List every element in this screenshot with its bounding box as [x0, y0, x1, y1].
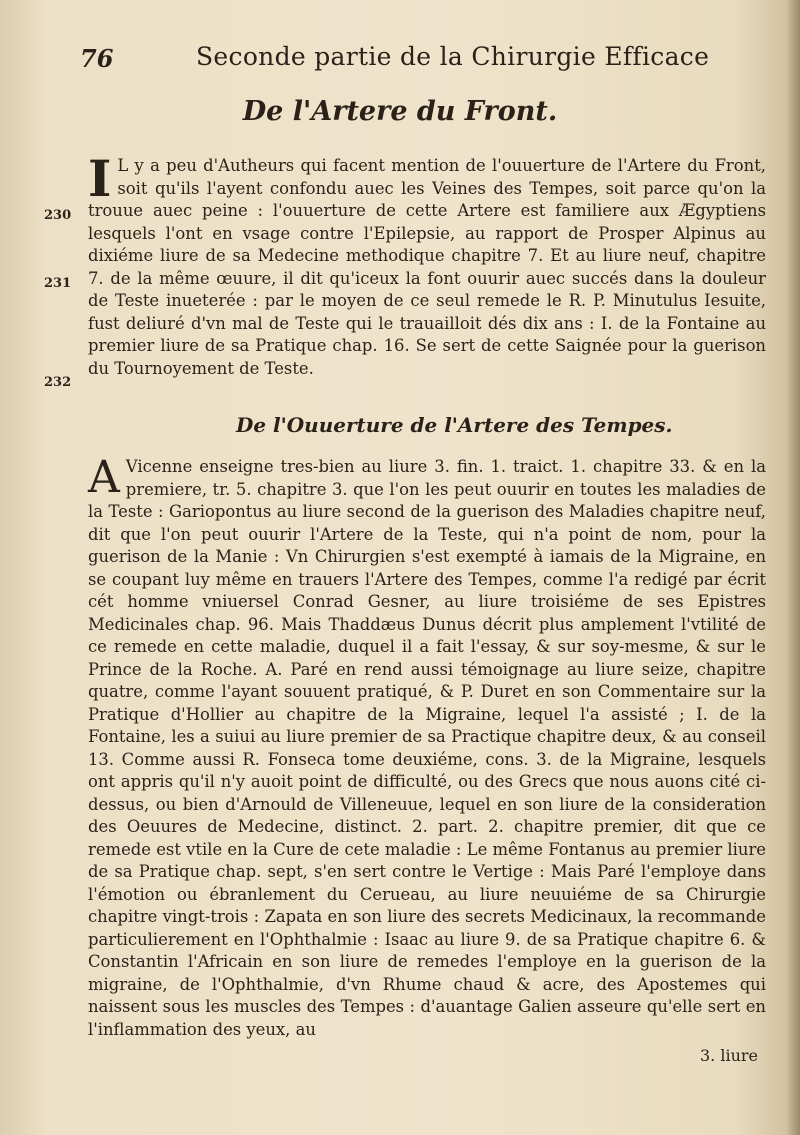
- running-title: Seconde partie de la Chirurgie Efficace: [196, 42, 710, 71]
- drop-cap-a: A: [88, 452, 120, 503]
- catchword: 3. liure: [700, 1046, 759, 1065]
- margin-note-231: 231: [44, 276, 72, 291]
- section-text-front: L y a peu d'Autheurs qui facent mention de l'ouuerture de l'Artere du Front, soit qu'ils l'ayent confondu auec les Veines des Tempes, soit parce qu'on la trouue auec peine : l'ouuerture de cette Artere est familiere aux Ægyptiens lesquels l'ont en vsage contre l'Epilepsie, au rapport de Prosper Alpinus au dixiéme liure de sa Medecine methodique chapitre 7. Et au liure neuf, chapitre 7. de la même œuure, il dit qu'iceux la font ouurir auec succés dans la douleur de Teste inueterée : par le moyen de ce seul remede le R. P. Minutulus Iesuite, fust deliuré d'vn mal de Teste qui le trauailloit dés dix ans : I. de la Fontaine au premier liure de sa Pratique chap. 16. Se sert de cette Saignée pour la guerison du Tournoyement de Teste.: [88, 156, 766, 378]
- section-title-front: De l'Artere du Front.: [242, 96, 558, 127]
- drop-cap-i: I: [88, 149, 112, 208]
- page-header: [80, 40, 760, 80]
- margin-note-232: 232: [44, 375, 72, 390]
- page-edge: [786, 0, 800, 1135]
- section-text-tempes: Vicenne enseigne tres-bien au liure 3. fin. 1. traict. 1. chapitre 33. & en la premiere, tr. 5. chapitre 3. que l'on les peut ouurir en toutes les maladies de la Teste : Gariopontus au liure second de la guerison des Maladies chapitre neuf, dit que l'on peut ouurir l'Artere de la Teste, qui n'a point de nom, pour la guerison de la Manie : Vn Chirurgien s'est exempté à iamais de la Migraine, en se coupant luy même en trauers l'Artere des Tempes, comme l'a redigé par écrit cét homme vniuersel Conrad Gesner, au liure troisiéme de ses Epistres Medicinales chap. 96. Mais Thaddæus Dunus décrit plus amplement l'vtilité de ce remede en cette maladie, duquel il a fait l'essay, & sur soy-mesme, & sur le Prince de la Roche. A. Paré en rend aussi témoignage au liure seize, chapitre quatre, comme l'ayant souuent pratiqué, & P. Duret en son Commentaire sur la Pratique d'Hollier au chapitre de la Migraine, lequel l'a assisté ; I. de la Fontaine, les a suiui au liure premier de sa Practique chapitre deux, & au conseil 13. Comme aussi R. Fonseca tome deuxiéme, cons. 3. de la Migraine, lesquels ont appris qu'il n'y auoit point de difficulté, ou des Grecs que nous auons cité ci-dessus, ou bien d'Arnould de Villeneuue, lequel en son liure de la consideration des Oeuures de Medecine, distinct. 2. part. 2. chapitre premier, dit que ce remede est vtile en la Cure de cete maladie : Le même Fontanus au premier liure de sa Pratique chap. sept, s'en sert contre le Vertige : Mais Paré l'employe dans l'émotion ou ébranlement du Cerueau, au liure neuuiéme de sa Chirurgie chapitre vingt-trois : Zapata en son liure des secrets Medicinaux, la recommande particulierement en l'Ophthalmie : Isaac au liure 9. de sa Pratique chapitre 6. & Constantin l'Africain en son liure de remedes l'employe en la guerison de la migraine, de l'Ophthalmie, d'vn Rhume chaud & acre, des Apostemes qui naissent sous les muscles des Tempes : d'auantage Galien asseure qu'elle sert en l'inflammation des yeux, au: [88, 457, 766, 1039]
- page-number: 76: [80, 44, 114, 73]
- margin-note-230: 230: [44, 208, 72, 223]
- section-body-tempes: [88, 452, 766, 1041]
- section-title-tempes: De l'Ouuerture de l'Artere des Tempes.: [236, 413, 673, 437]
- section-body-front: [88, 149, 766, 380]
